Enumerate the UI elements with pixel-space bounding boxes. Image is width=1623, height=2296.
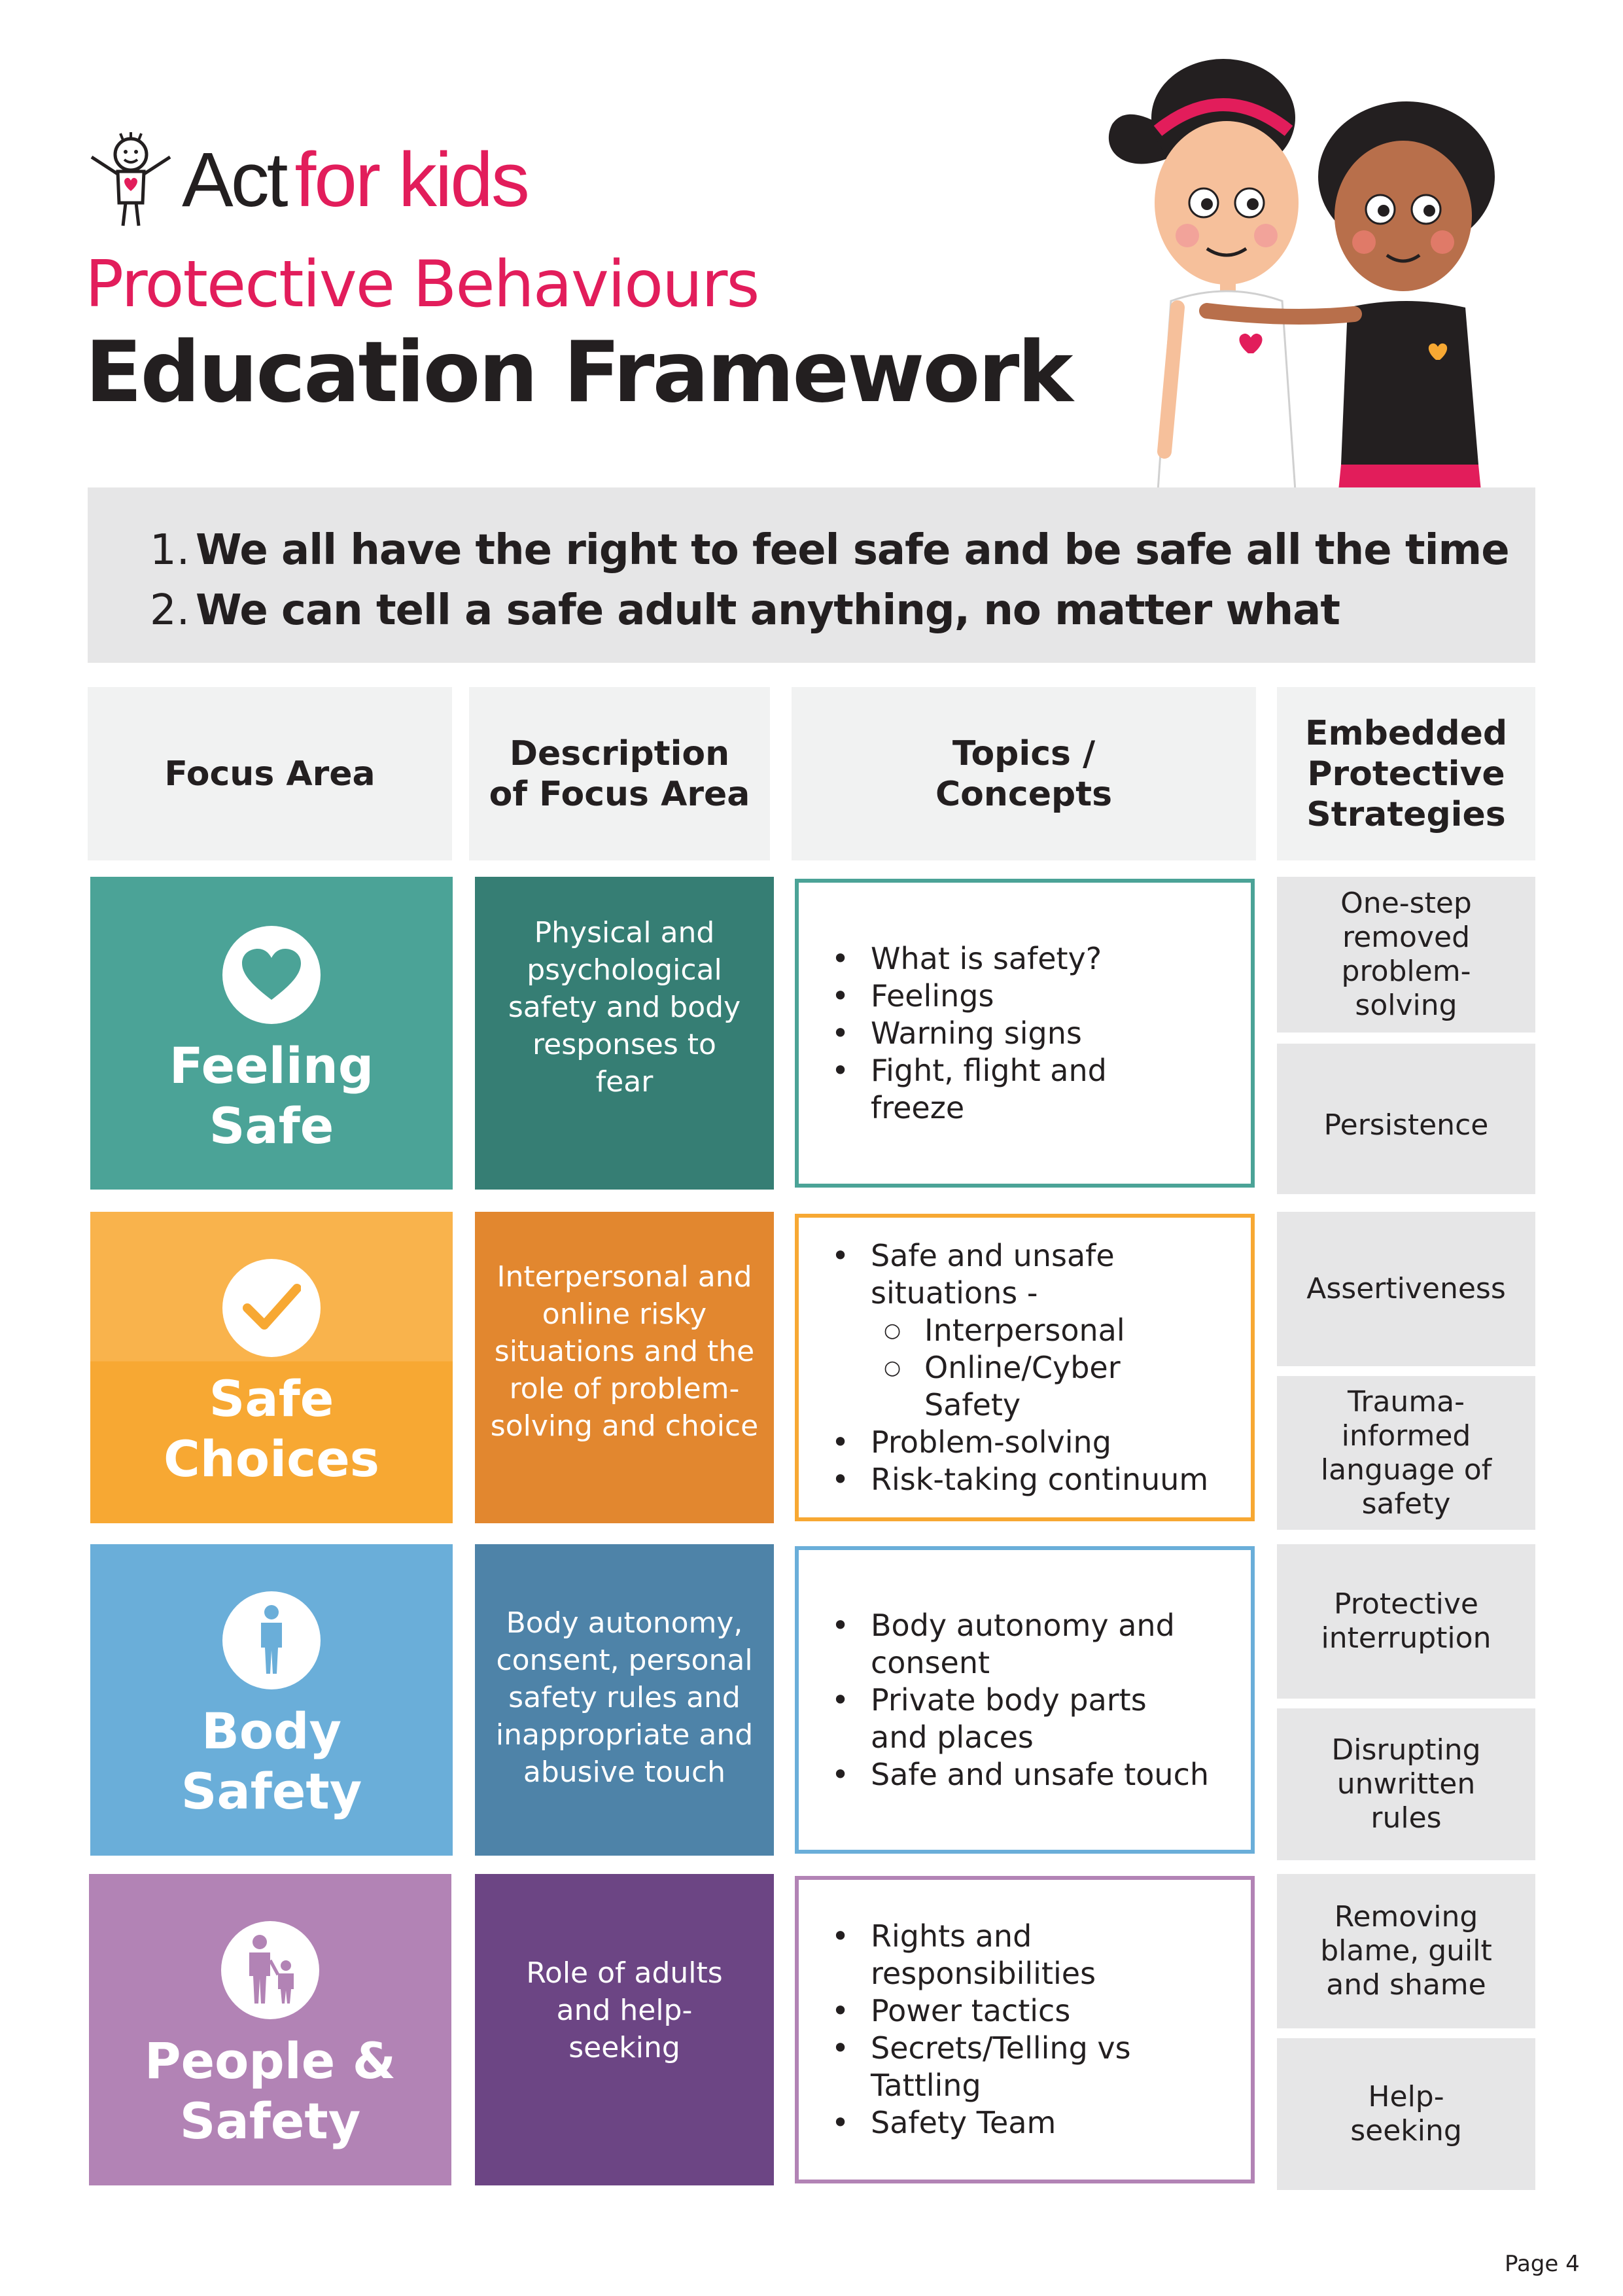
logo-child-figure-icon	[85, 131, 177, 229]
focus-description: Role of adults and help-seeking	[475, 1874, 774, 2185]
strategy-item: Help-seeking	[1277, 2038, 1535, 2190]
focus-description: Interpersonal and online risky situations and the role of problem-solving and choice	[475, 1212, 774, 1523]
act-for-kids-logo	[85, 131, 528, 229]
focus-area-label: Body Safety	[181, 1702, 362, 1820]
strategy-item: Assertiveness	[1277, 1212, 1535, 1366]
focus-area-safe-choices	[90, 1212, 453, 1523]
focus-description: Physical and psychological safety and body responses to fear	[475, 877, 774, 1190]
family-icon	[221, 1921, 319, 2019]
right-number: 1.	[150, 526, 190, 574]
two-children-illustration	[1073, 46, 1531, 497]
focus-area-label: People & Safety	[144, 2032, 396, 2150]
topic-item: • Safety Team	[831, 2104, 1238, 2142]
topic-item: • What is safety?	[831, 940, 1238, 978]
page-number: Page 4	[1505, 2251, 1580, 2277]
person-icon	[222, 1591, 321, 1689]
topics-box	[795, 1876, 1255, 2183]
rights-banner	[88, 487, 1535, 663]
logo-forkids-text: for kids	[294, 137, 528, 223]
topic-item: • Body autonomy and consent	[831, 1607, 1238, 1682]
heart-icon	[222, 926, 321, 1024]
topic-subitem: ○ Interpersonal	[831, 1312, 1238, 1349]
topics-box	[795, 1214, 1255, 1521]
topic-item: • Feelings	[831, 978, 1238, 1015]
page-subtitle: Protective Behaviours	[85, 247, 759, 322]
topic-item: • Warning signs	[831, 1015, 1238, 1052]
focus-area-label: Feeling Safe	[169, 1036, 374, 1155]
strategy-item: Trauma-informed language of safety	[1277, 1376, 1535, 1530]
right-item	[150, 520, 1535, 580]
right-text: We all have the right to feel safe and be safe all the time	[196, 526, 1509, 574]
topics-box	[795, 879, 1255, 1188]
strategy-item: Persistence	[1277, 1044, 1535, 1194]
column-header-strategies: Embedded Protective Strategies	[1277, 687, 1535, 860]
strategy-item: Protective interruption	[1277, 1544, 1535, 1699]
right-text: We can tell a safe adult anything, no matter what	[196, 586, 1340, 635]
column-header-focus-area: Focus Area	[88, 687, 452, 860]
topic-item: • Safe and unsafe touch	[831, 1756, 1238, 1793]
right-item	[150, 580, 1535, 641]
checkmark-icon	[222, 1259, 321, 1357]
topic-item: • Problem-solving	[831, 1424, 1238, 1461]
topic-item: • Private body parts and places	[831, 1682, 1238, 1756]
strategy-item: Removing blame, guilt and shame	[1277, 1874, 1535, 2028]
topic-item: • Secrets/Telling vs Tattling	[831, 2030, 1238, 2104]
strategy-item: One-step removed problem-solving	[1277, 877, 1535, 1033]
column-header-topics: Topics / Concepts	[792, 687, 1256, 860]
page-title: Education Framework	[85, 324, 1072, 421]
focus-area-people-safety	[89, 1874, 451, 2185]
topic-item: • Rights and responsibilities	[831, 1918, 1238, 1992]
topic-item: • Fight, flight and freeze	[831, 1052, 1238, 1127]
topics-box	[795, 1546, 1255, 1854]
column-header-description: Description of Focus Area	[469, 687, 770, 860]
right-number: 2.	[150, 586, 190, 635]
focus-area-label: Safe Choices	[164, 1369, 379, 1488]
focus-area-feeling-safe	[90, 877, 453, 1190]
topic-item: • Risk-taking continuum	[831, 1461, 1238, 1498]
focus-description: Body autonomy, consent, personal safety rules and inappropriate and abusive touch	[475, 1544, 774, 1856]
logo-act-text: Act	[182, 137, 286, 223]
topic-item: • Power tactics	[831, 1992, 1238, 2030]
topic-item: • Safe and unsafe situations -	[831, 1237, 1238, 1312]
strategy-item: Disrupting unwritten rules	[1277, 1708, 1535, 1860]
topic-subitem: ○ Online/Cyber Safety	[831, 1349, 1238, 1424]
focus-area-body-safety	[90, 1544, 453, 1856]
